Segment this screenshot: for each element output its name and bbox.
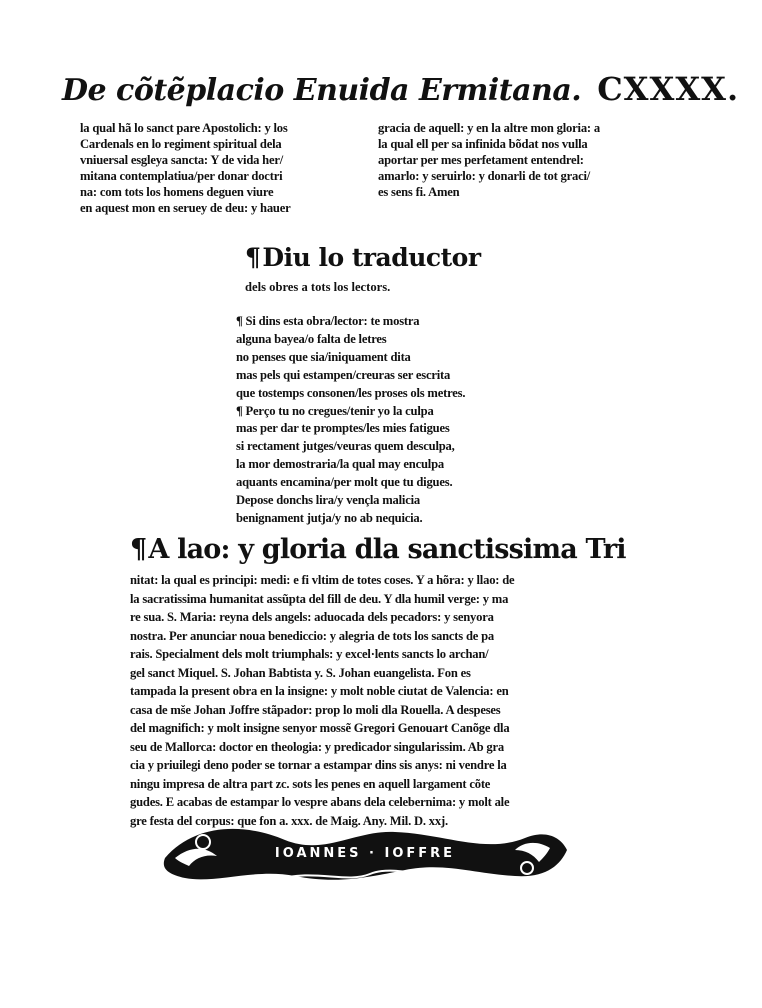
- printer-mark: [155, 818, 575, 888]
- text-line: la qual ell per sa infinida bõdat nos vulla: [378, 137, 588, 151]
- text-line: es sens fi. Amen: [378, 185, 460, 199]
- text-line: na: com tots los homens deguen viure: [80, 185, 274, 199]
- poem-line: ¶ Perço tu no cregues/tenir yo la culpa: [236, 403, 434, 418]
- section-subtitle: dels obres a tots los lectors.: [245, 280, 391, 294]
- text-line: amarlo: y seruirlo: y donarli de tot graci/: [378, 169, 591, 183]
- left-column: [80, 120, 365, 216]
- colophon-line: la sacratissima humanitat assũpta del fill de deu. Y dla humil verge: y ma: [130, 591, 509, 606]
- colophon-line: re sua. S. Maria: reyna dels angels: aduocada dels pecadors: y senyora: [130, 610, 494, 624]
- poem-line: que tostemps consonen/les proses ols metres.: [236, 385, 466, 400]
- colophon-line: gudes. E acabas de estampar lo vespre abans dela celebernima: y molt ale: [130, 795, 510, 809]
- colophon-line: nostra. Per anunciar noua benediccio: y alegria de tots los sancts de pa: [130, 628, 494, 643]
- right-column: [378, 120, 668, 200]
- poem-line: mas pels qui estampen/creuras ser escrita: [236, 367, 451, 382]
- poem-block: [236, 313, 546, 528]
- colophon-line: cia y priuilegi deno poder se tornar a estampar dins sis anys: ni vendre la: [130, 758, 507, 772]
- poem-line: aquants encamina/per molt que tu digues.: [236, 475, 453, 490]
- text-line: mitana contemplatiua/per donar doctri: [80, 169, 283, 183]
- text-line: gracia de aquell: y en la altre mon gloria: a: [378, 121, 600, 135]
- colophon-line: del magnifich: y molt insigne senyor mossẽ Gregori Genouart Canõge dla: [130, 721, 510, 735]
- colophon-line: nitat: la qual es principi: medi: e fi vltim de totes coses. Y a hõra: y llao: de: [130, 573, 515, 587]
- colophon-text: [130, 571, 630, 830]
- colophon-line: seu de Mallorca: doctor en theologia: y predicador singularissim. Ab gra: [130, 739, 505, 754]
- poem-line: la mor demostraria/la qual may enculpa: [236, 457, 445, 472]
- poem-line: Depose donchs lira/y vençla malicia: [236, 493, 420, 508]
- folio-number: CXXXX.: [597, 70, 740, 108]
- page-heading: [62, 70, 740, 108]
- pilcrow-icon: ¶: [130, 534, 147, 565]
- colophon-line: tampada la present obra en la insigne: y molt noble ciutat de Valencia: en: [130, 684, 509, 698]
- colophon-line: gre festa del corpus: que fon a. xxx. de Maig. Any. Mil. D. xxj.: [130, 813, 448, 828]
- heading-title: De cõtẽplacio Enuida Ermitana.: [62, 73, 582, 108]
- poem-line: benignament jutja/y no ab nequicia.: [236, 510, 423, 525]
- text-line: vniuersal esgleya sancta: Y de vida her/: [80, 153, 284, 167]
- colophon-title-text: A lao: y gloria dla sanctissima Tri: [148, 534, 626, 565]
- colophon-line: casa de mše Johan Joffre stãpador: prop lo moli dla Rouella. A despeses: [130, 702, 501, 717]
- colophon-line: gel sanct Miquel. S. Johan Babtista y. S. Johan euangelista. Fon es: [130, 665, 471, 680]
- colophon-line: ningu impresa de altra part zc. sots les penes en aquell largament cõte: [130, 776, 491, 791]
- poem-line: no penses que sia/iniquament dita: [236, 349, 411, 364]
- section-title-text: Diu lo traductor: [262, 243, 481, 272]
- text-line: aportar per mes perfetament entendrel:: [378, 153, 584, 167]
- section-title: [245, 243, 481, 272]
- text-line: Cardenals en lo regiment spiritual dela: [80, 137, 282, 151]
- colophon-line: rais. Specialment dels molt triumphals: y excel·lents sancts lo archan/: [130, 647, 489, 661]
- poem-line: alguna bayea/o falta de letres: [236, 331, 387, 346]
- pilcrow-icon: ¶: [245, 243, 261, 272]
- colophon-title: [130, 534, 626, 565]
- text-line: la qual hã lo sanct pare Apostolich: y los: [80, 121, 288, 135]
- poem-line: si rectament jutges/veuras quem desculpa,: [236, 439, 455, 454]
- poem-line: ¶ Si dins esta obra/lector: te mostra: [236, 314, 420, 328]
- text-line: en aquest mon en seruey de deu: y hauer: [80, 201, 291, 215]
- printer-mark-text: IOANNES · IOFFRE: [271, 846, 459, 861]
- poem-line: mas per dar te promptes/les mies fatigues: [236, 421, 450, 436]
